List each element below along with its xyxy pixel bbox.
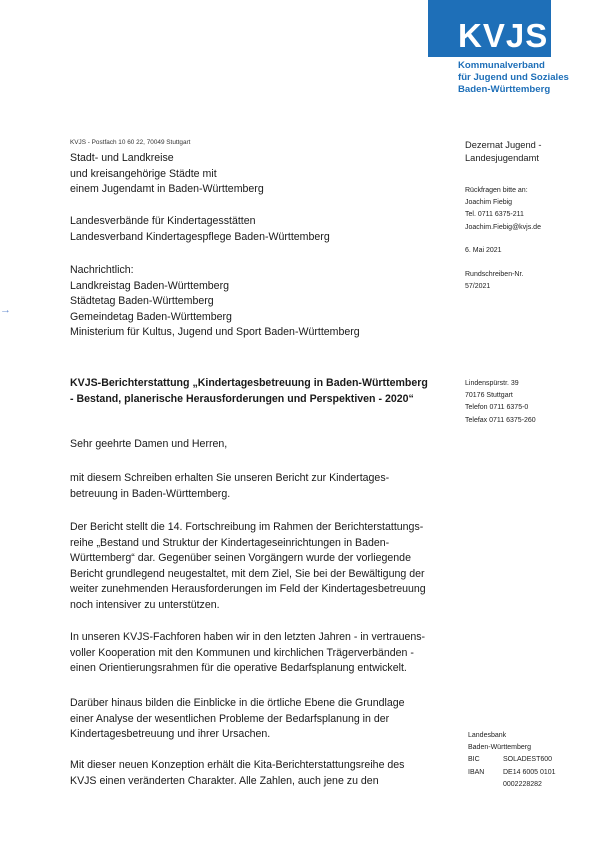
iban-label: IBAN: [468, 768, 485, 776]
letter-date: 6. Mai 2021: [465, 247, 502, 254]
department-line: Dezernat Jugend -: [465, 140, 542, 150]
contact-line: Tel. 0711 6375-211: [465, 211, 524, 219]
body-paragraph-3: [70, 630, 456, 677]
bank-name-line: Baden-Württemberg: [468, 744, 532, 752]
address-line: Telefax 0711 6375-260: [465, 416, 536, 424]
paragraph-line: KVJS einen veränderten Charakter. Alle Zahlen, auch jene zu den: [70, 774, 379, 787]
recipient-line: und kreisangehörige Städte mit: [70, 167, 217, 180]
paragraph-line: voller Kooperation mit den Kommunen und kirchlichen Trägerverbänden -: [70, 646, 414, 659]
paragraph-line: Mit dieser neuen Konzeption erhält die Kita-Berichterstattungsreihe des: [70, 759, 405, 771]
org-line: für Jugend und Soziales: [458, 72, 569, 83]
contact-line: Joachim Fiebig: [465, 199, 513, 207]
letter-subject: [70, 376, 460, 407]
iban-value-part2: 0002228282: [503, 780, 542, 788]
margin-arrow-icon: →: [0, 304, 11, 316]
org-line: Baden-Württemberg: [458, 84, 551, 95]
bic-row: [468, 754, 588, 766]
bank-block: [468, 730, 588, 791]
paragraph-line: einer Analyse der wesentlichen Probleme der Bedarfsplanung in der: [70, 712, 390, 725]
circular-number-block: [465, 269, 585, 293]
paragraph-line: Kindertagesbetreuung und ihrer Ursachen.: [70, 728, 271, 740]
body-paragraph-1: [70, 471, 456, 502]
subject-line: - Bestand, planerische Herausforderungen und Perspektiven - 2020“: [70, 392, 414, 405]
body-paragraph-5: [70, 758, 456, 789]
recipients-block-2: [70, 214, 450, 245]
address-line: Telefon 0711 6375-0: [465, 404, 529, 412]
bic-label: BIC: [468, 756, 480, 764]
department-line: Landesjugendamt: [465, 153, 539, 163]
department-block: [465, 139, 585, 165]
org-line: Kommunalverband: [458, 60, 545, 71]
paragraph-line: Bericht grundlegend neugestaltet, mit dem Ziel, Sie bei der Bewältigung der: [70, 567, 425, 580]
contact-block: [465, 185, 585, 234]
body-paragraph-2: [70, 520, 456, 613]
bic-value: SOLADEST600: [503, 756, 553, 764]
body-paragraph-4: [70, 696, 456, 743]
subject-line: KVJS-Berichterstattung „Kindertagesbetreuung in Baden-Württemberg: [70, 377, 428, 389]
paragraph-line: mit diesem Schreiben erhalten Sie unseren Bericht zur Kindertages-: [70, 472, 390, 484]
paragraph-line: Darüber hinaus bilden die Einblicke in die örtliche Ebene die Grundlage: [70, 697, 405, 709]
recipient-line: Gemeindetag Baden-Württemberg: [70, 310, 232, 323]
address-line: 70176 Stuttgart: [465, 392, 513, 400]
logo-wordmark: KVJS: [458, 17, 549, 54]
iban-row: [468, 767, 588, 779]
paragraph-line: weiter zunehmenden Herausforderungen im Feld der Kindertagesbetreuung: [70, 583, 426, 595]
paragraph-line: betreuung in Baden-Württemberg.: [70, 487, 231, 500]
recipient-line: Landesverband Kindertagespflege Baden-Württemberg: [70, 230, 330, 243]
recipient-line: Nachrichtlich:: [70, 264, 134, 276]
recipients-block-1: [70, 151, 450, 198]
recipients-block-3: [70, 263, 450, 341]
salutation: Sehr geehrte Damen und Herren,: [70, 438, 228, 450]
paragraph-line: reihe „Bestand und Struktur der Kindertageseinrichtungen in Baden-: [70, 536, 390, 549]
recipient-line: Städtetag Baden-Württemberg: [70, 295, 214, 307]
recipient-line: Landkreistag Baden-Württemberg: [70, 279, 229, 292]
contact-email[interactable]: Joachim.Fiebig@kvjs.de: [465, 223, 541, 231]
iban-value-part1: DE14 6005 0101: [503, 768, 556, 776]
recipient-line: Landesverbände für Kindertagesstätten: [70, 215, 256, 227]
paragraph-line: Der Bericht stellt die 14. Fortschreibung im Rahmen der Berichterstattungs-: [70, 521, 424, 533]
paragraph-line: noch intensiver zu unterstützen.: [70, 598, 220, 611]
recipient-line: einem Jugendamt in Baden-Württemberg: [70, 183, 264, 195]
sender-address-line: KVJS - Postfach 10 60 22, 70049 Stuttgart: [70, 139, 191, 146]
paragraph-line: einen Orientierungsrahmen für die operative Bedarfsplanung entwickelt.: [70, 662, 407, 674]
office-address-block: [465, 378, 585, 427]
address-line: Lindenspürstr. 39: [465, 380, 519, 387]
circular-number: 57/2021: [465, 283, 491, 291]
recipient-line: Stadt- und Landkreise: [70, 152, 174, 164]
circular-label: Rundschreiben-Nr.: [465, 271, 524, 278]
iban-row-2: [468, 779, 588, 791]
organisation-name: [458, 60, 588, 96]
paragraph-line: Württemberg“ dar. Gegenüber seinen Vorgängern wurde der vorliegende: [70, 552, 411, 564]
contact-line: Rückfragen bitte an:: [465, 187, 528, 194]
paragraph-line: In unseren KVJS-Fachforen haben wir in den letzten Jahren - in vertrauens-: [70, 631, 426, 643]
recipient-line: Ministerium für Kultus, Jugend und Sport Baden-Württemberg: [70, 326, 360, 338]
bank-name-line: Landesbank: [468, 732, 507, 739]
